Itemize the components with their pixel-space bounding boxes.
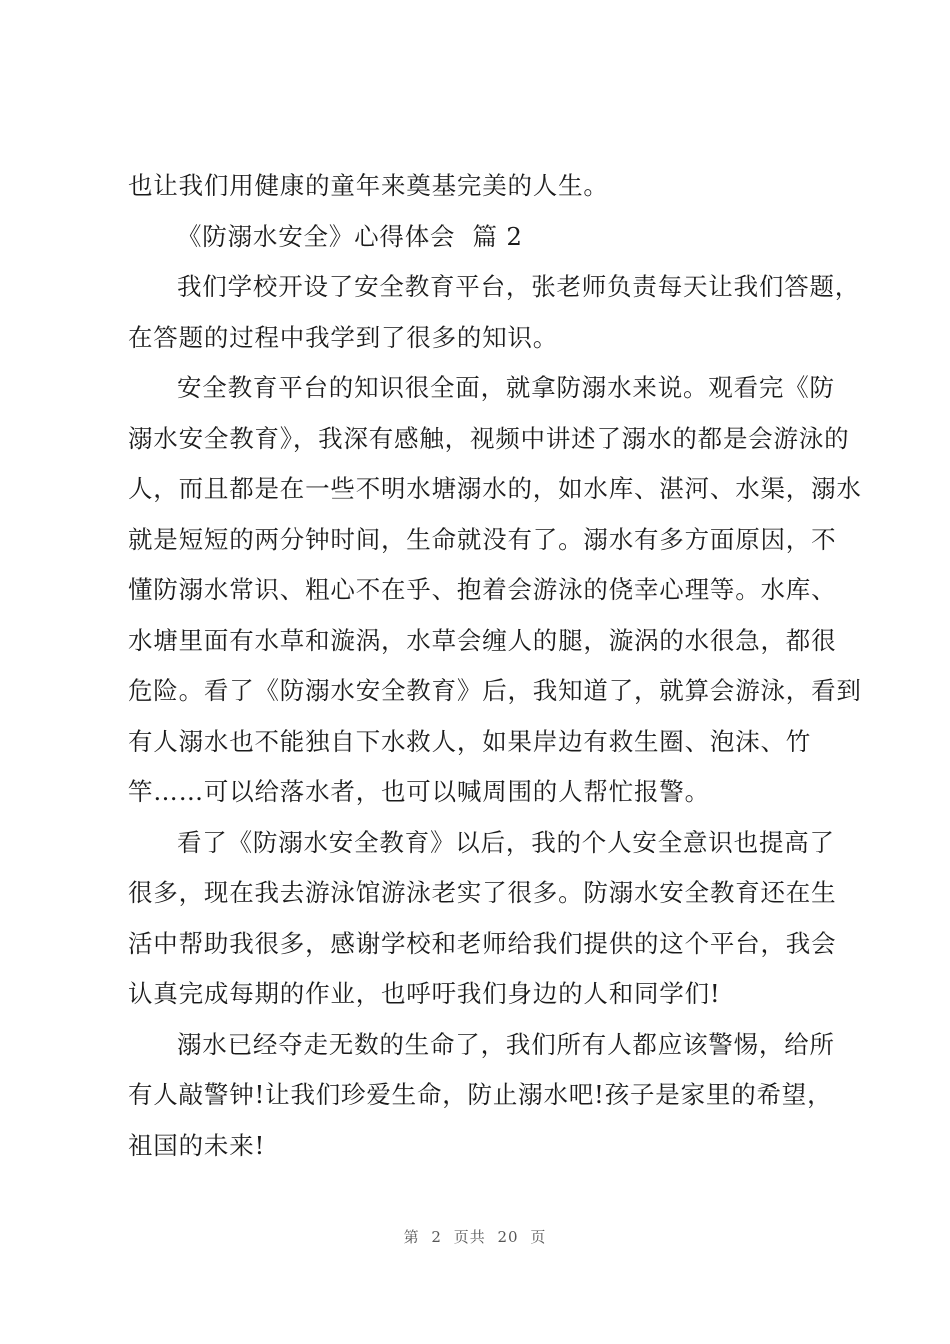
text-line: 就是短短的两分钟时间，生命就没有了。溺水有多方面原因，不 — [128, 524, 837, 554]
text-line: 很多，现在我去游泳馆游泳老实了很多。防溺水安全教育还在生 — [128, 878, 837, 907]
text-line: 懂防溺水常识、粗心不在乎、抱着会游泳的侥幸心理等。水库、 — [128, 575, 837, 604]
text-line: 竿……可以给落水者，也可以喊周围的人帮忙报警。 — [128, 777, 710, 806]
document-body — [128, 161, 862, 1171]
text-line: 有人溺水也不能独自下水救人，如果岸边有救生圈、泡沫、竹 — [128, 726, 812, 756]
text-line: 溺水安全教育》，我深有感触，视频中讲述了溺水的都是会游泳的 — [128, 423, 850, 453]
text-line: 溺水已经夺走无数的生命了，我们所有人都应该警惕，给所 — [177, 1029, 835, 1059]
text-line: 人，而且都是在一些不明水塘溺水的，如水库、湛河、水渠，溺水 — [128, 474, 862, 503]
text-line: 看了《防溺水安全教育》以后，我的个人安全意识也提高了 — [177, 827, 835, 857]
text-line: 安全教育平台的知识很全面，就拿防溺水来说。观看完《防 — [177, 373, 835, 402]
text-line: 祖国的未来! — [128, 1130, 266, 1160]
page-number-footer: 第 2 页共 20 页 — [403, 1228, 547, 1246]
text-line: 我们学校开设了安全教育平台，张老师负责每天让我们答题， — [177, 272, 861, 301]
text-line: 在答题的过程中我学到了很多的知识。 — [128, 322, 559, 352]
text-line: 认真完成每期的作业，也呼吁我们身边的人和同学们! — [128, 979, 721, 1008]
text-line: 活中帮助我很多，感谢学校和老师给我们提供的这个平台，我会 — [128, 928, 837, 958]
text-line: 危险。看了《防溺水安全教育》后，我知道了，就算会游泳，看到 — [128, 676, 862, 705]
text-line: 也让我们用健康的童年来奠基完美的人生。 — [128, 171, 609, 200]
text-line: 水塘里面有水草和漩涡，水草会缠人的腿，漩涡的水很急，都很 — [128, 625, 837, 655]
text-line: 有人敲警钟!让我们珍爱生命，防止溺水吧!孩子是家里的希望， — [128, 1080, 833, 1109]
section-heading: 《防溺水安全》心得体会 篇 2 — [177, 221, 523, 251]
